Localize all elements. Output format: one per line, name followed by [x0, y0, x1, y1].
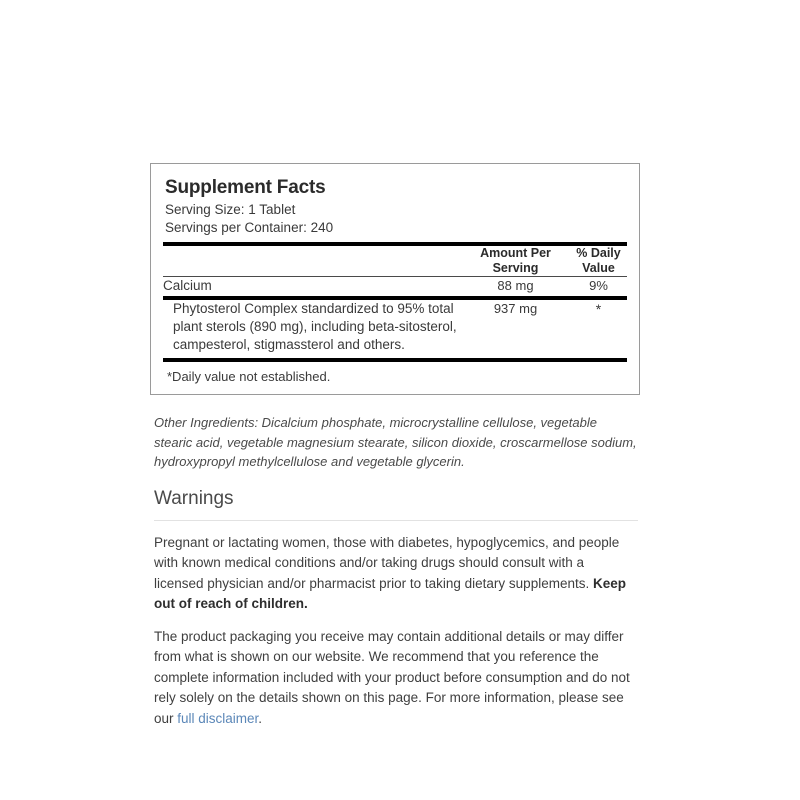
nutrient-dv-calcium: 9%: [589, 278, 608, 294]
header-cell-blank: [163, 246, 463, 276]
disclaimer-paragraph: [154, 627, 636, 730]
table-row: [163, 277, 629, 295]
supplement-facts-panel: [150, 163, 640, 395]
nutrient-amount-phytosterol-complex: 937 mg: [493, 300, 538, 316]
header-cell-percent-daily-value: [568, 246, 629, 276]
other-ingredients-text: Other Ingredients: Dicalcium phosphate, microcrystalline cellulose, vegetable stearic acid, vegetable magnesium stearate, silicon dioxide, croscarmellose sodium, hydroxypropyl methylcellulose and vegetable glycerin.: [154, 415, 637, 470]
servings-per-container-text: Servings per Container: 240: [165, 219, 334, 235]
table-header-row: [163, 246, 629, 276]
keep-out-of-reach-bold: Keep out of reach of children.: [154, 575, 626, 612]
nutrient-name-phytosterol-complex: Phytosterol Complex standardized to 95% total plant sterols (890 mg), including beta-sitosterol, campesterol, stigmassterol and others.: [173, 300, 457, 353]
nutrient-name-calcium: Calcium: [163, 278, 212, 294]
header-amount-line2: Serving: [492, 261, 539, 276]
header-amount-line1: Amount Per: [480, 246, 551, 261]
full-disclaimer-link[interactable]: full disclaimer: [177, 710, 259, 726]
disclaimer-paragraph-end: .: [258, 710, 263, 726]
serving-size-text: Serving Size: 1 Tablet: [165, 201, 296, 217]
nutrient-amount-calcium: 88 mg: [497, 278, 534, 294]
header-cell-amount-per-serving: [463, 246, 568, 276]
disclaimer-paragraph-text: The product packaging you receive may contain additional details or may differ from what is shown on our website. We recommend that you reference the complete information included with your product before consumption and do not rely solely on the details shown on this page. For more information, please see our: [154, 628, 630, 726]
supplement-facts-table: [163, 246, 629, 276]
phytosterol-row-table: [163, 300, 629, 355]
nutrient-dv-phytosterol-complex: *: [595, 300, 602, 317]
warnings-heading: Warnings: [154, 487, 234, 509]
warnings-paragraph-text: Pregnant or lactating women, those with diabetes, hypoglycemics, and people with known medical conditions and/or taking drugs should consult with a licensed physician and/or pharmacist prior to taking dietary supplements.: [154, 534, 620, 591]
supplement-label-page: [150, 163, 640, 729]
daily-value-footnote: *Daily value not established.: [167, 369, 331, 385]
nutrient-rows-table: [163, 277, 629, 295]
supplement-facts-title: Supplement Facts: [165, 177, 326, 198]
header-dv-line2: Value: [582, 261, 615, 276]
table-row: [163, 300, 629, 355]
header-dv-line1: % Daily: [576, 246, 621, 261]
warnings-divider: [154, 520, 638, 521]
warnings-paragraph: [154, 533, 636, 615]
